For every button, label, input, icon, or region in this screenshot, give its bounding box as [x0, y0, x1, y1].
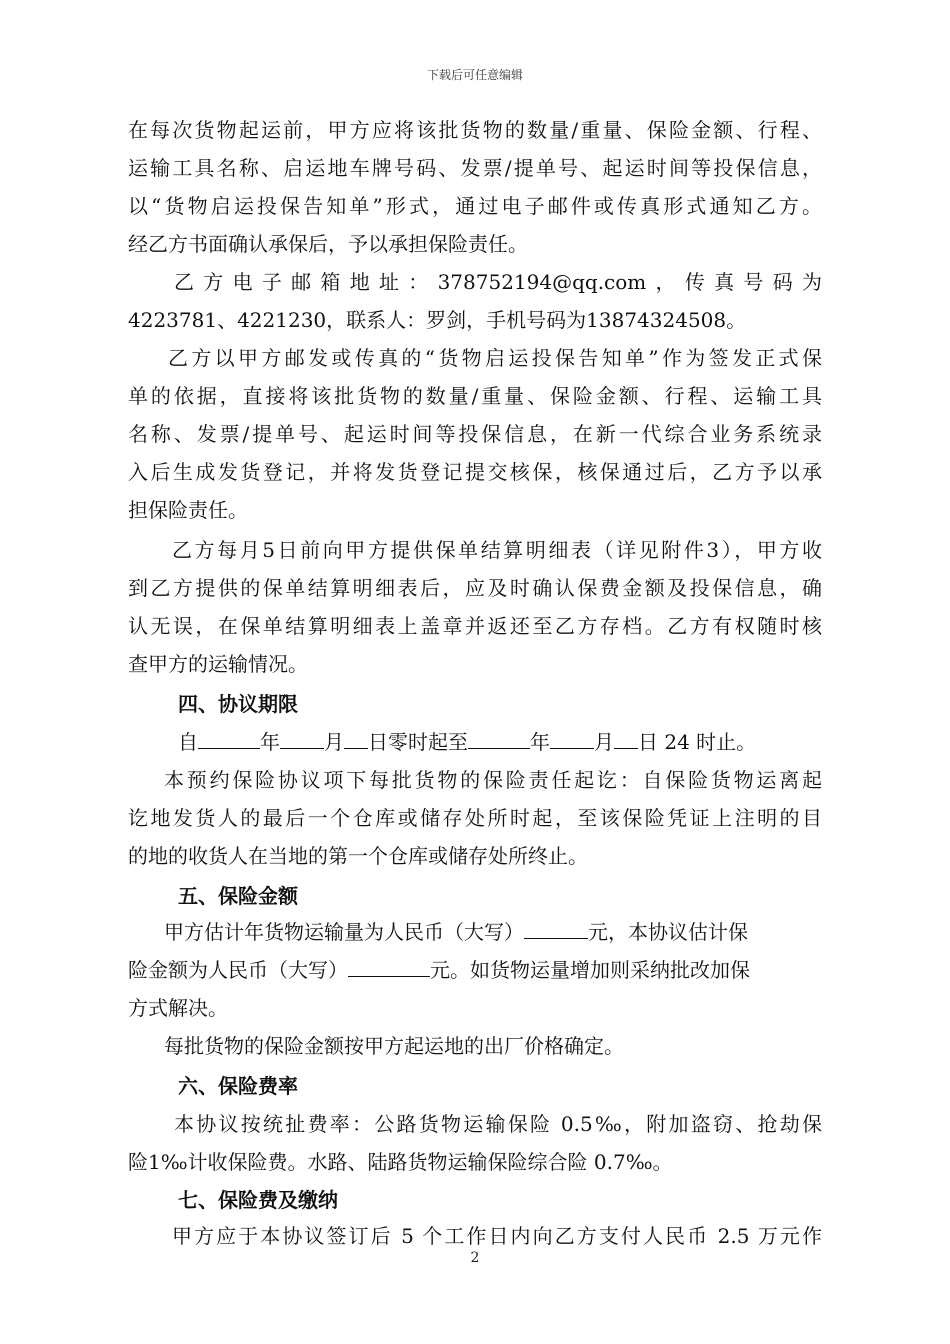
section-heading: 四、协议期限 [178, 692, 298, 716]
text-line: 名称、发票/提单号、起运时间等投保信息，在新一代综合业务系统录 [128, 422, 822, 446]
term-text: 年 [530, 730, 550, 754]
text-line: 以“货物启运投保告知单”形式，通过电子邮件或传真形式通知乙方。 [128, 194, 822, 218]
text-line: 乙方以甲方邮发或传真的“货物启运投保告知单”作为签发正式保 [168, 346, 822, 370]
amount-text: 元，本协议估计保 [588, 920, 748, 944]
term-text: 月 [324, 730, 344, 754]
text-line: 每批货物的保险金额按甲方起运地的出厂价格确定。 [164, 1034, 624, 1058]
amount-text: 甲方估计年货物运输量为人民币（大写） [164, 920, 524, 944]
text-line: 险1‰计收保险费。水路、陆路货物运输保险综合险 0.7‰。 [128, 1150, 673, 1174]
blank-field [524, 918, 588, 939]
text-line: 本预约保险协议项下每批货物的保险责任起讫：自保险货物运离起 [164, 768, 822, 792]
amount-line [128, 956, 822, 984]
section-heading: 七、保险费及缴纳 [178, 1188, 338, 1212]
text-line: 担保险责任。 [128, 498, 248, 522]
text-line: 运输工具名称、启运地车牌号码、发票/提单号、起运时间等投保信息， [128, 156, 822, 180]
section-heading: 五、保险金额 [178, 884, 298, 908]
blank-field [198, 728, 260, 749]
term-text: 日 24 时止。 [638, 730, 757, 754]
text-line: 认无误，在保单结算明细表上盖章并返还至乙方存档。乙方有权随时核 [128, 614, 822, 638]
text-line: 乙方每月5日前向甲方提供保单结算明细表（详见附件3），甲方收 [172, 538, 822, 562]
page-header: 下载后可任意编辑 [426, 68, 523, 82]
blank-field [280, 728, 324, 749]
term-line [178, 728, 872, 756]
section-heading: 六、保险费率 [178, 1074, 298, 1098]
text-line: 甲方应于本协议签订后 5 个工作日内向乙方支付人民币 2.5 万元作 [172, 1224, 822, 1248]
blank-field [344, 728, 368, 749]
text-line: 查甲方的运输情况。 [128, 652, 308, 676]
text-line: 单的依据，直接将该批货物的数量/重量、保险金额、行程、运输工具 [128, 384, 822, 408]
amount-text: 元。如货物运量增加则采纳批改加保 [430, 958, 750, 982]
text-line: 到乙方提供的保单结算明细表后，应及时确认保费金额及投保信息，确 [128, 576, 822, 600]
term-text: 月 [594, 730, 614, 754]
text-line: 的地的收货人在当地的第一个仓库或储存处所终止。 [128, 844, 588, 868]
blank-field [348, 956, 430, 977]
text-line: 在每次货物起运前，甲方应将该批货物的数量/重量、保险金额、行程、 [128, 118, 822, 142]
blank-field [468, 728, 530, 749]
term-text: 日零时起至 [368, 730, 468, 754]
amount-text: 险金额为人民币（大写） [128, 958, 348, 982]
text-line: 乙方电子邮箱地址：378752194@qq.com，传真号码为 [174, 270, 822, 294]
term-text: 年 [260, 730, 280, 754]
term-text: 自 [178, 730, 198, 754]
text-line: 4223781、4221230，联系人：罗剑，手机号码为13874324508。 [128, 308, 747, 332]
text-line: 讫地发货人的最后一个仓库或储存处所时起，至该保险凭证上注明的目 [128, 806, 822, 830]
text-line: 入后生成发货登记，并将发货登记提交核保，核保通过后，乙方予以承 [128, 460, 822, 484]
text-line: 本协议按统扯费率：公路货物运输保险 0.5‰，附加盗窃、抢劫保 [174, 1112, 822, 1136]
blank-field [550, 728, 594, 749]
page-number: 2 [470, 1250, 480, 1266]
blank-field [614, 728, 638, 749]
text-line: 经乙方书面确认承保后，予以承担保险责任。 [128, 232, 528, 256]
amount-line [164, 918, 858, 946]
text-line: 方式解决。 [128, 996, 228, 1020]
